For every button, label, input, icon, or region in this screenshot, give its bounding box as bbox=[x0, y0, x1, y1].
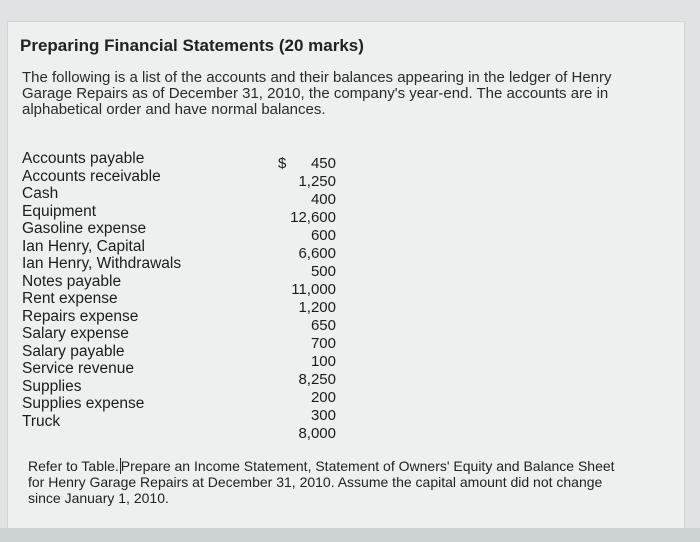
account-name: Accounts receivable bbox=[22, 167, 161, 185]
account-name: Ian Henry, Capital bbox=[22, 237, 145, 255]
account-amount: 650 bbox=[310, 317, 336, 334]
account-amount: 500 bbox=[310, 263, 336, 280]
account-amount: 1,250 bbox=[298, 173, 336, 190]
account-amount: 12,600 bbox=[290, 209, 336, 226]
account-amount: 700 bbox=[310, 335, 336, 352]
intro-line: Garage Repairs as of December 31, 2010, the company's year-end. The accounts are in bbox=[22, 85, 609, 102]
account-name: Gasoline expense bbox=[22, 220, 147, 237]
account-amount: 600 bbox=[310, 227, 336, 244]
account-name: Repairs expense bbox=[22, 307, 139, 325]
account-amount: 400 bbox=[310, 191, 336, 208]
page-title: Preparing Financial Statements (20 marks) bbox=[20, 36, 364, 55]
account-name: Accounts payable bbox=[22, 150, 145, 167]
instructions-line: since January 1, 2010. bbox=[28, 490, 169, 506]
account-amounts-column bbox=[270, 155, 336, 443]
account-name: Supplies bbox=[22, 377, 82, 395]
intro-line: alphabetical order and have normal balances. bbox=[22, 101, 326, 118]
account-amount: 300 bbox=[310, 407, 336, 424]
currency-symbol: $ bbox=[278, 155, 287, 172]
account-name: Rent expense bbox=[22, 290, 118, 307]
account-amount: 8,000 bbox=[298, 425, 336, 442]
intro-paragraph bbox=[22, 70, 642, 118]
account-name: Truck bbox=[22, 412, 61, 430]
intro-line: The following is a list of the accounts and their balances appearing in the ledger of Henry bbox=[22, 69, 612, 86]
instructions-line: for Henry Garage Repairs at December 31, 2010. Assume the capital amount did not change bbox=[28, 474, 603, 490]
account-name: Salary payable bbox=[22, 342, 125, 360]
account-amount: 11,000 bbox=[291, 281, 336, 298]
account-amount: 8,250 bbox=[298, 371, 336, 388]
instructions-line bbox=[28, 458, 658, 474]
amount-row bbox=[270, 155, 336, 173]
account-name: Notes payable bbox=[22, 272, 122, 290]
account-amount: 6,600 bbox=[298, 245, 336, 262]
account-name: Cash bbox=[22, 185, 59, 202]
account-name: Service revenue bbox=[22, 360, 135, 377]
account-amount: 100 bbox=[310, 353, 336, 370]
account-amount: 1,200 bbox=[298, 299, 336, 316]
account-name: Supplies expense bbox=[22, 395, 145, 412]
account-amount: 450 bbox=[310, 155, 336, 172]
account-amount: 200 bbox=[310, 389, 336, 406]
bottom-edge bbox=[0, 528, 700, 542]
instructions-text: Prepare an Income Statement, Statement of Owners' Equity and Balance Sheet bbox=[120, 458, 615, 474]
account-names-column bbox=[22, 150, 181, 430]
instructions-paragraph bbox=[28, 458, 658, 506]
account-name: Salary expense bbox=[22, 325, 129, 342]
instructions-text: Refer to Table. bbox=[28, 458, 119, 474]
account-name: Ian Henry, Withdrawals bbox=[22, 255, 182, 272]
account-name: Equipment bbox=[22, 202, 97, 220]
